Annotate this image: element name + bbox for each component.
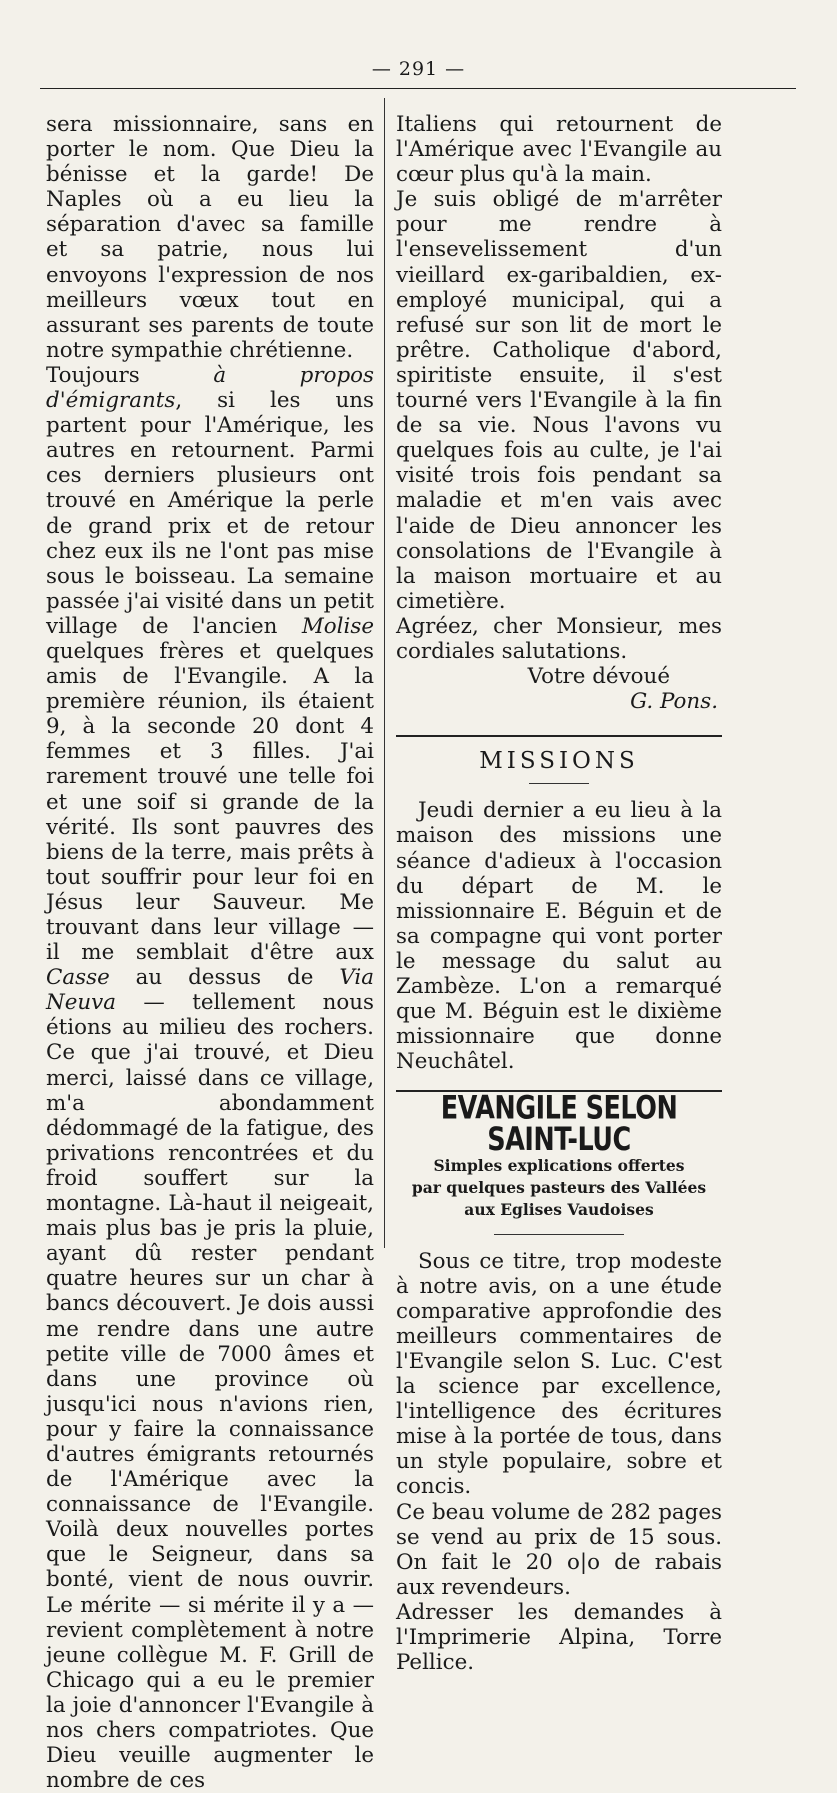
signature: G. Pons. (630, 689, 718, 715)
header-rule (40, 88, 796, 89)
italic-run: Via Neuva (46, 965, 374, 1016)
book-paragraph-2: Ce beau volume de 282 pages se vend au prix de 15 sous. On fait le 20 o|o de rabais aux revendeurs. (396, 1499, 722, 1600)
text-run: , si les uns partent pour l'Amérique, les autres en retournent. Parmi ces derniers plusieurs ont trouvé en Amérique la perle de grand prix et de retour chez eux ils ne l'ont pas mise sous le boisseau. La semaine passée j'ai visité dans un petit village de l'ancien (46, 388, 374, 639)
italic-run: Molise (301, 613, 374, 639)
book-paragraph-1: Sous ce titre, trop modeste à notre avis, on a une étude comparative approfondie des meilleurs commentaires de l'Evangile selon S. Luc. C'est la science par excellence, l'intelligence des écritures mise à la portée de tous, dans un style populaire, sobre et concis. (396, 1248, 722, 1500)
book-subtitle-2: par quelques pasteurs des Vallées (411, 1177, 707, 1197)
missions-heading: MISSIONS (479, 748, 639, 775)
right-paragraph-2: Je suis obligé de m'arrêter pour me rendre à l'ensevelissement d'un vieillard ex-garibaldien, ex-employé municipal, qui a refusé sur son lit de mort le prêtre. Catholique d'abord, spiritiste ensuite, il s'est tourné vers l'Evangile à la fin de sa vie. Nous l'avons vu quelques fois au culte, je l'ai visité trois fois pendant sa maladie et m'en vais avec l'aide de Dieu annoncer les consolations de l'Evangile à la maison mortuaire et au cimetière. (396, 187, 722, 614)
book-title: EVANGILE SELON SAINT-LUC (440, 1090, 678, 1160)
text-run: — tellement nous étions au milieu des rochers. Ce que j'ai trouvé, et Dieu merci, laissé dans ce village, m'a abondamment dédommagé de la fatigue, des privations rencontrées et du froid souffert sur la montagne. Là-haut il neigeait, mais plus bas je pris la pluie, ayant dû rester pendant quatre heures sur un char à bancs découvert. Je dois aussi me rendre dans une autre petite ville de 7000 âmes et dans une province où jusqu'ici nous n'avions rien, pour y faire la connaissance d'autres émigrants retournés de l'Amérique avec la connaissance de l'Evangile. Voilà deux nouvelles portes que le Seigneur, dans sa bonté, vient de nous ouvrir. Le mérite — si mérite il y a — revient complètement à notre jeune collègue M. F. Grill de Chicago qui a eu le premier la joie d'annoncer l'Evangile à nos chers compatriotes. Que Dieu veuille augmenter le nombre de ces (46, 990, 374, 1793)
closing-line: Votre dévoué (527, 664, 670, 690)
right-paragraph-1: Italiens qui retournent de l'Amérique avec l'Evangile au cœur plus qu'à la main. (396, 112, 722, 188)
text-run: quelques frères et quelques amis de l'Evangile. A la première réunion, ils étaient 9, à la seconde 20 dont 4 femmes et 3 filles. J'ai rarement trouvé une telle foi et une soif si grande de la vérité. Ils sont pauvres des biens de la terre, mais prêts à tout souffrir pour leur foi en Jésus leur Sauveur. Me trouvant dans leur village — il me semblait d'être aux (46, 638, 374, 966)
section-rule (396, 735, 722, 737)
left-paragraph-2 (46, 363, 374, 1793)
book-subtitle-3: aux Eglises Vaudoises (464, 1199, 654, 1219)
right-paragraph-3: Agréez, cher Monsieur, mes cordiales salutations. (396, 613, 722, 664)
book-paragraph-3: Adresser les demandes à l'Imprimerie Alpina, Torre Pellice. (396, 1599, 722, 1676)
text-run: Toujours (46, 362, 214, 388)
italic-run: Casse (46, 965, 110, 991)
book-subtitle-1: Simples explications offertes (433, 1155, 685, 1175)
left-column (46, 112, 374, 1793)
column-divider (384, 98, 385, 1248)
italic-run: à propos d'émigrants (46, 362, 374, 414)
left-paragraph-1: sera missionnaire, sans en porter le nom. Que Dieu la bénisse et la garde! De Naples où a eu lieu la séparation d'avec sa famille et sa patrie, nous lui envoyons l'expression de nos meilleurs vœux tout en assurant ses parents de toute notre sympathie chrétienne. (46, 112, 374, 363)
right-column (396, 112, 722, 1675)
ornament-divider (529, 780, 589, 786)
missions-paragraph: Jeudi dernier a eu lieu à la maison des missions une séance d'adieux à l'occasion du départ de M. le missionnaire E. Béguin et de sa compagne qui vont porter le message du salut au Zambèze. L'on a remarqué que M. Béguin est le dixième missionnaire que donne Neuchâtel. (396, 798, 722, 1075)
text-run: au dessus de (109, 965, 340, 991)
page-number: — 291 — (371, 58, 466, 80)
ornament-divider (494, 1231, 624, 1237)
